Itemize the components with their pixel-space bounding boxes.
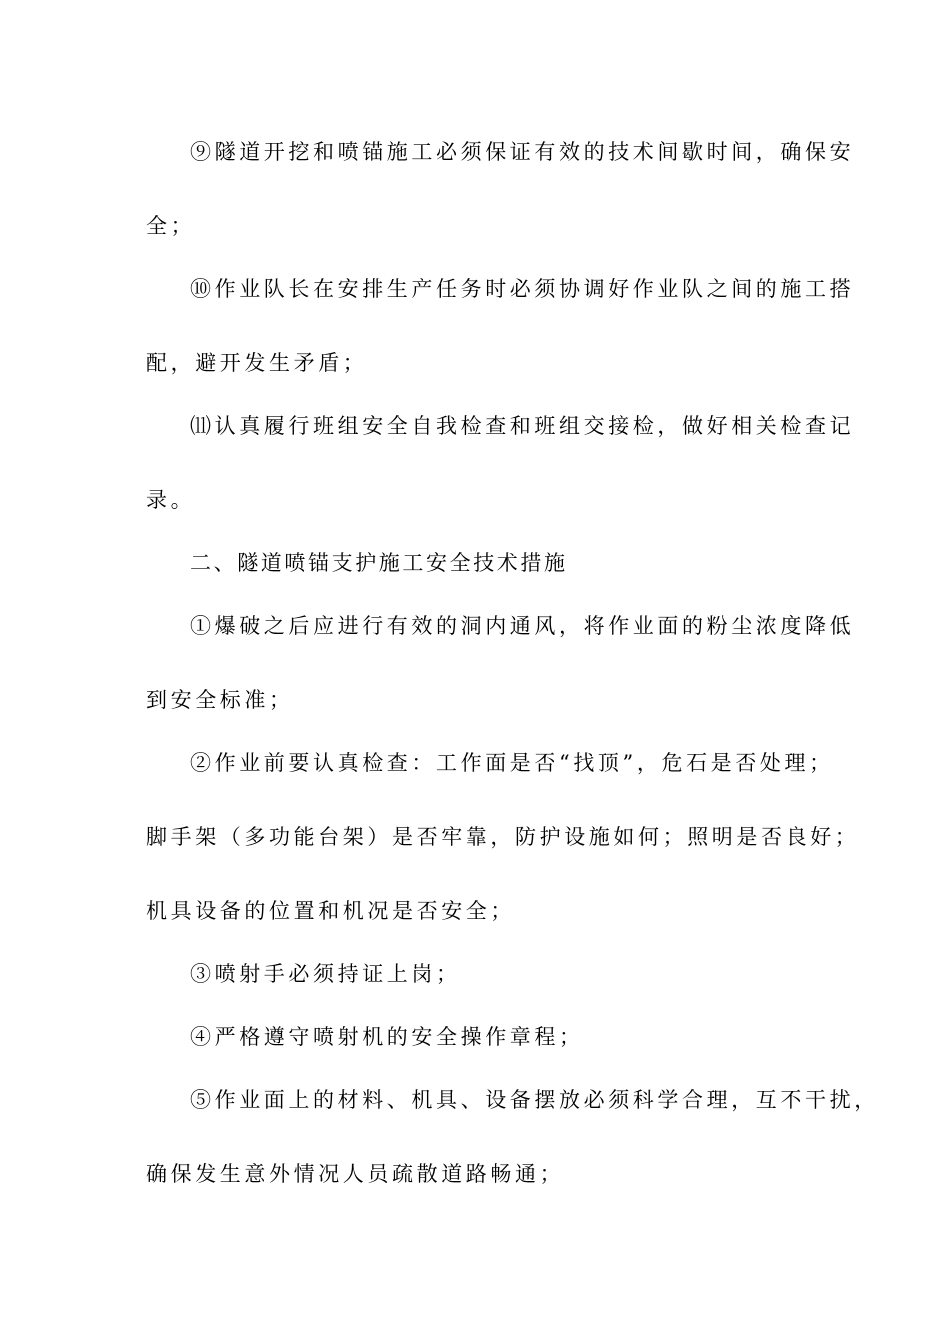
paragraph-line: 确保发生意外情况人员疏散道路畅通； [146, 1162, 565, 1186]
paragraph-line: 到安全标准； [146, 688, 294, 712]
paragraph-line: ⑾认真履行班组安全自我检查和班组交接检，做好相关检查记 [190, 414, 855, 438]
paragraph-line: 机具设备的位置和机况是否安全； [146, 899, 515, 923]
paragraph-line: ⑤作业面上的材料、机具、设备摆放必须科学合理，互不干扰， [190, 1088, 879, 1112]
paragraph-line: ⑩作业队长在安排生产任务时必须协调好作业队之间的施工搭 [190, 277, 855, 301]
paragraph-line: 录。 [146, 488, 196, 512]
paragraph-line: ②作业前要认真检查：工作面是否“找顶”，危石是否处理； [190, 751, 834, 775]
paragraph-line: ③喷射手必须持证上岗； [190, 962, 461, 986]
paragraph-line: ⑨隧道开挖和喷锚施工必须保证有效的技术间歇时间，确保安 [190, 140, 855, 164]
paragraph-line: 配，避开发生矛盾； [146, 351, 368, 375]
paragraph-line: ①爆破之后应进行有效的洞内通风，将作业面的粉尘浓度降低 [190, 614, 855, 638]
section-heading: 二、隧道喷锚支护施工安全技术措施 [190, 551, 568, 575]
paragraph-line: 脚手架（多功能台架）是否牢靠，防护设施如何；照明是否良好； [146, 825, 860, 849]
paragraph-line: ④严格遵守喷射机的安全操作章程； [190, 1025, 584, 1049]
paragraph-line: 全； [146, 214, 196, 238]
